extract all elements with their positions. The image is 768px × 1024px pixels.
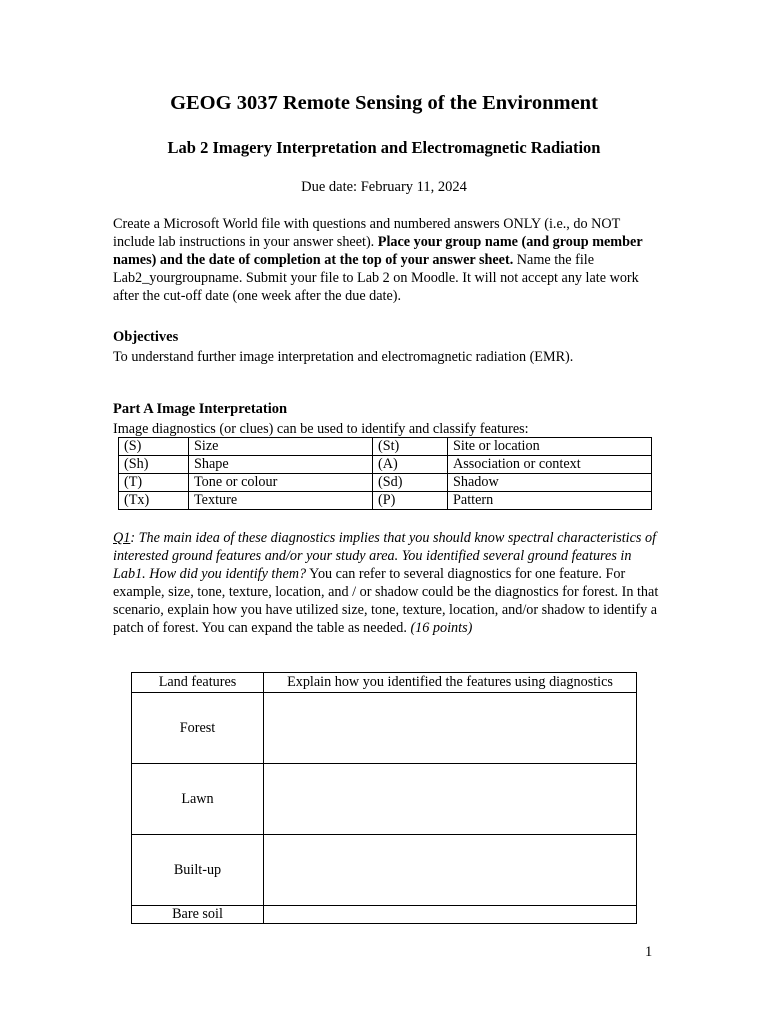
- diagnostic-name: Shadow: [448, 474, 652, 492]
- table-row: [119, 474, 652, 492]
- intro-text-1: Create a Microsoft World file with questions and numbered answers ONLY (i.e., do NOT include lab instructions in your answer sheet).: [113, 216, 621, 250]
- diagnostics-table: [118, 437, 652, 510]
- land-feature-label: Bare soil: [132, 906, 264, 924]
- answer-cell[interactable]: [264, 835, 637, 906]
- table-row: [119, 456, 652, 474]
- question-1: [113, 529, 661, 637]
- diagnostic-name: Site or location: [448, 438, 652, 456]
- intro-paragraph: [113, 215, 661, 305]
- diagnostic-code: (T): [119, 474, 189, 492]
- intro-text-2: Name the file Lab2_yourgroupname. Submit your file to Lab 2 on Moodle. It will not accept any late work after the cut-off date (one week after the due date).: [113, 252, 639, 304]
- intro-bold-instruction: Place your group name (and group member names) and the date of completion at the top of your answer sheet.: [113, 234, 643, 268]
- column-header-explanation: Explain how you identified the features using diagnostics: [264, 673, 637, 693]
- diagnostic-name: Texture: [189, 492, 373, 510]
- diagnostic-code: (St): [373, 438, 448, 456]
- diagnostic-code: (Sh): [119, 456, 189, 474]
- table-row: [132, 906, 637, 924]
- due-date: Due date: February 11, 2024: [301, 179, 467, 195]
- diagnostic-code: (P): [373, 492, 448, 510]
- diagnostic-code: (A): [373, 456, 448, 474]
- page-number: 1: [645, 944, 653, 960]
- table-row: [132, 693, 637, 764]
- answer-cell[interactable]: [264, 693, 637, 764]
- diagnostic-name: Shape: [189, 456, 373, 474]
- diagnostic-code: (Sd): [373, 474, 448, 492]
- page-title: GEOG 3037 Remote Sensing of the Environment: [170, 92, 598, 114]
- table-row: [132, 764, 637, 835]
- table-header-row: [132, 673, 637, 693]
- lab-subtitle: Lab 2 Imagery Interpretation and Electromagnetic Radiation: [167, 138, 601, 157]
- objectives-text: To understand further image interpretation and electromagnetic radiation (EMR).: [113, 349, 574, 365]
- column-header-land-features: Land features: [132, 673, 264, 693]
- part-a-text: Image diagnostics (or clues) can be used to identify and classify features:: [113, 421, 529, 437]
- question-1-italic-text: : The main idea of these diagnostics implies that you should know spectral characteristics of interested ground features and/or your study area. You identified several ground features in Lab1. How did you identify them?: [113, 530, 657, 582]
- land-feature-label: Lawn: [132, 764, 264, 835]
- question-1-text: You can refer to several diagnostics for one feature. For example, size, tone, texture, location, and / or shadow could be the diagnostics for forest. In that scenario, explain how you have utilized size, tone, texture, location, and/or shadow to identify a patch of forest. You can expand the table as needed.: [113, 566, 659, 636]
- diagnostic-name: Pattern: [448, 492, 652, 510]
- part-a-heading: Part A Image Interpretation: [113, 401, 288, 417]
- objectives-heading: Objectives: [113, 329, 179, 345]
- table-row: [119, 492, 652, 510]
- diagnostic-name: Association or context: [448, 456, 652, 474]
- land-features-table: [131, 672, 637, 924]
- answer-cell[interactable]: [264, 906, 637, 924]
- diagnostic-code: (Tx): [119, 492, 189, 510]
- question-1-points: (16 points): [410, 620, 473, 636]
- diagnostic-name: Size: [189, 438, 373, 456]
- question-1-label: Q1: [113, 530, 131, 546]
- diagnostic-code: (S): [119, 438, 189, 456]
- diagnostic-name: Tone or colour: [189, 474, 373, 492]
- answer-cell[interactable]: [264, 764, 637, 835]
- table-row: [119, 438, 652, 456]
- land-feature-label: Built-up: [132, 835, 264, 906]
- table-row: [132, 835, 637, 906]
- land-feature-label: Forest: [132, 693, 264, 764]
